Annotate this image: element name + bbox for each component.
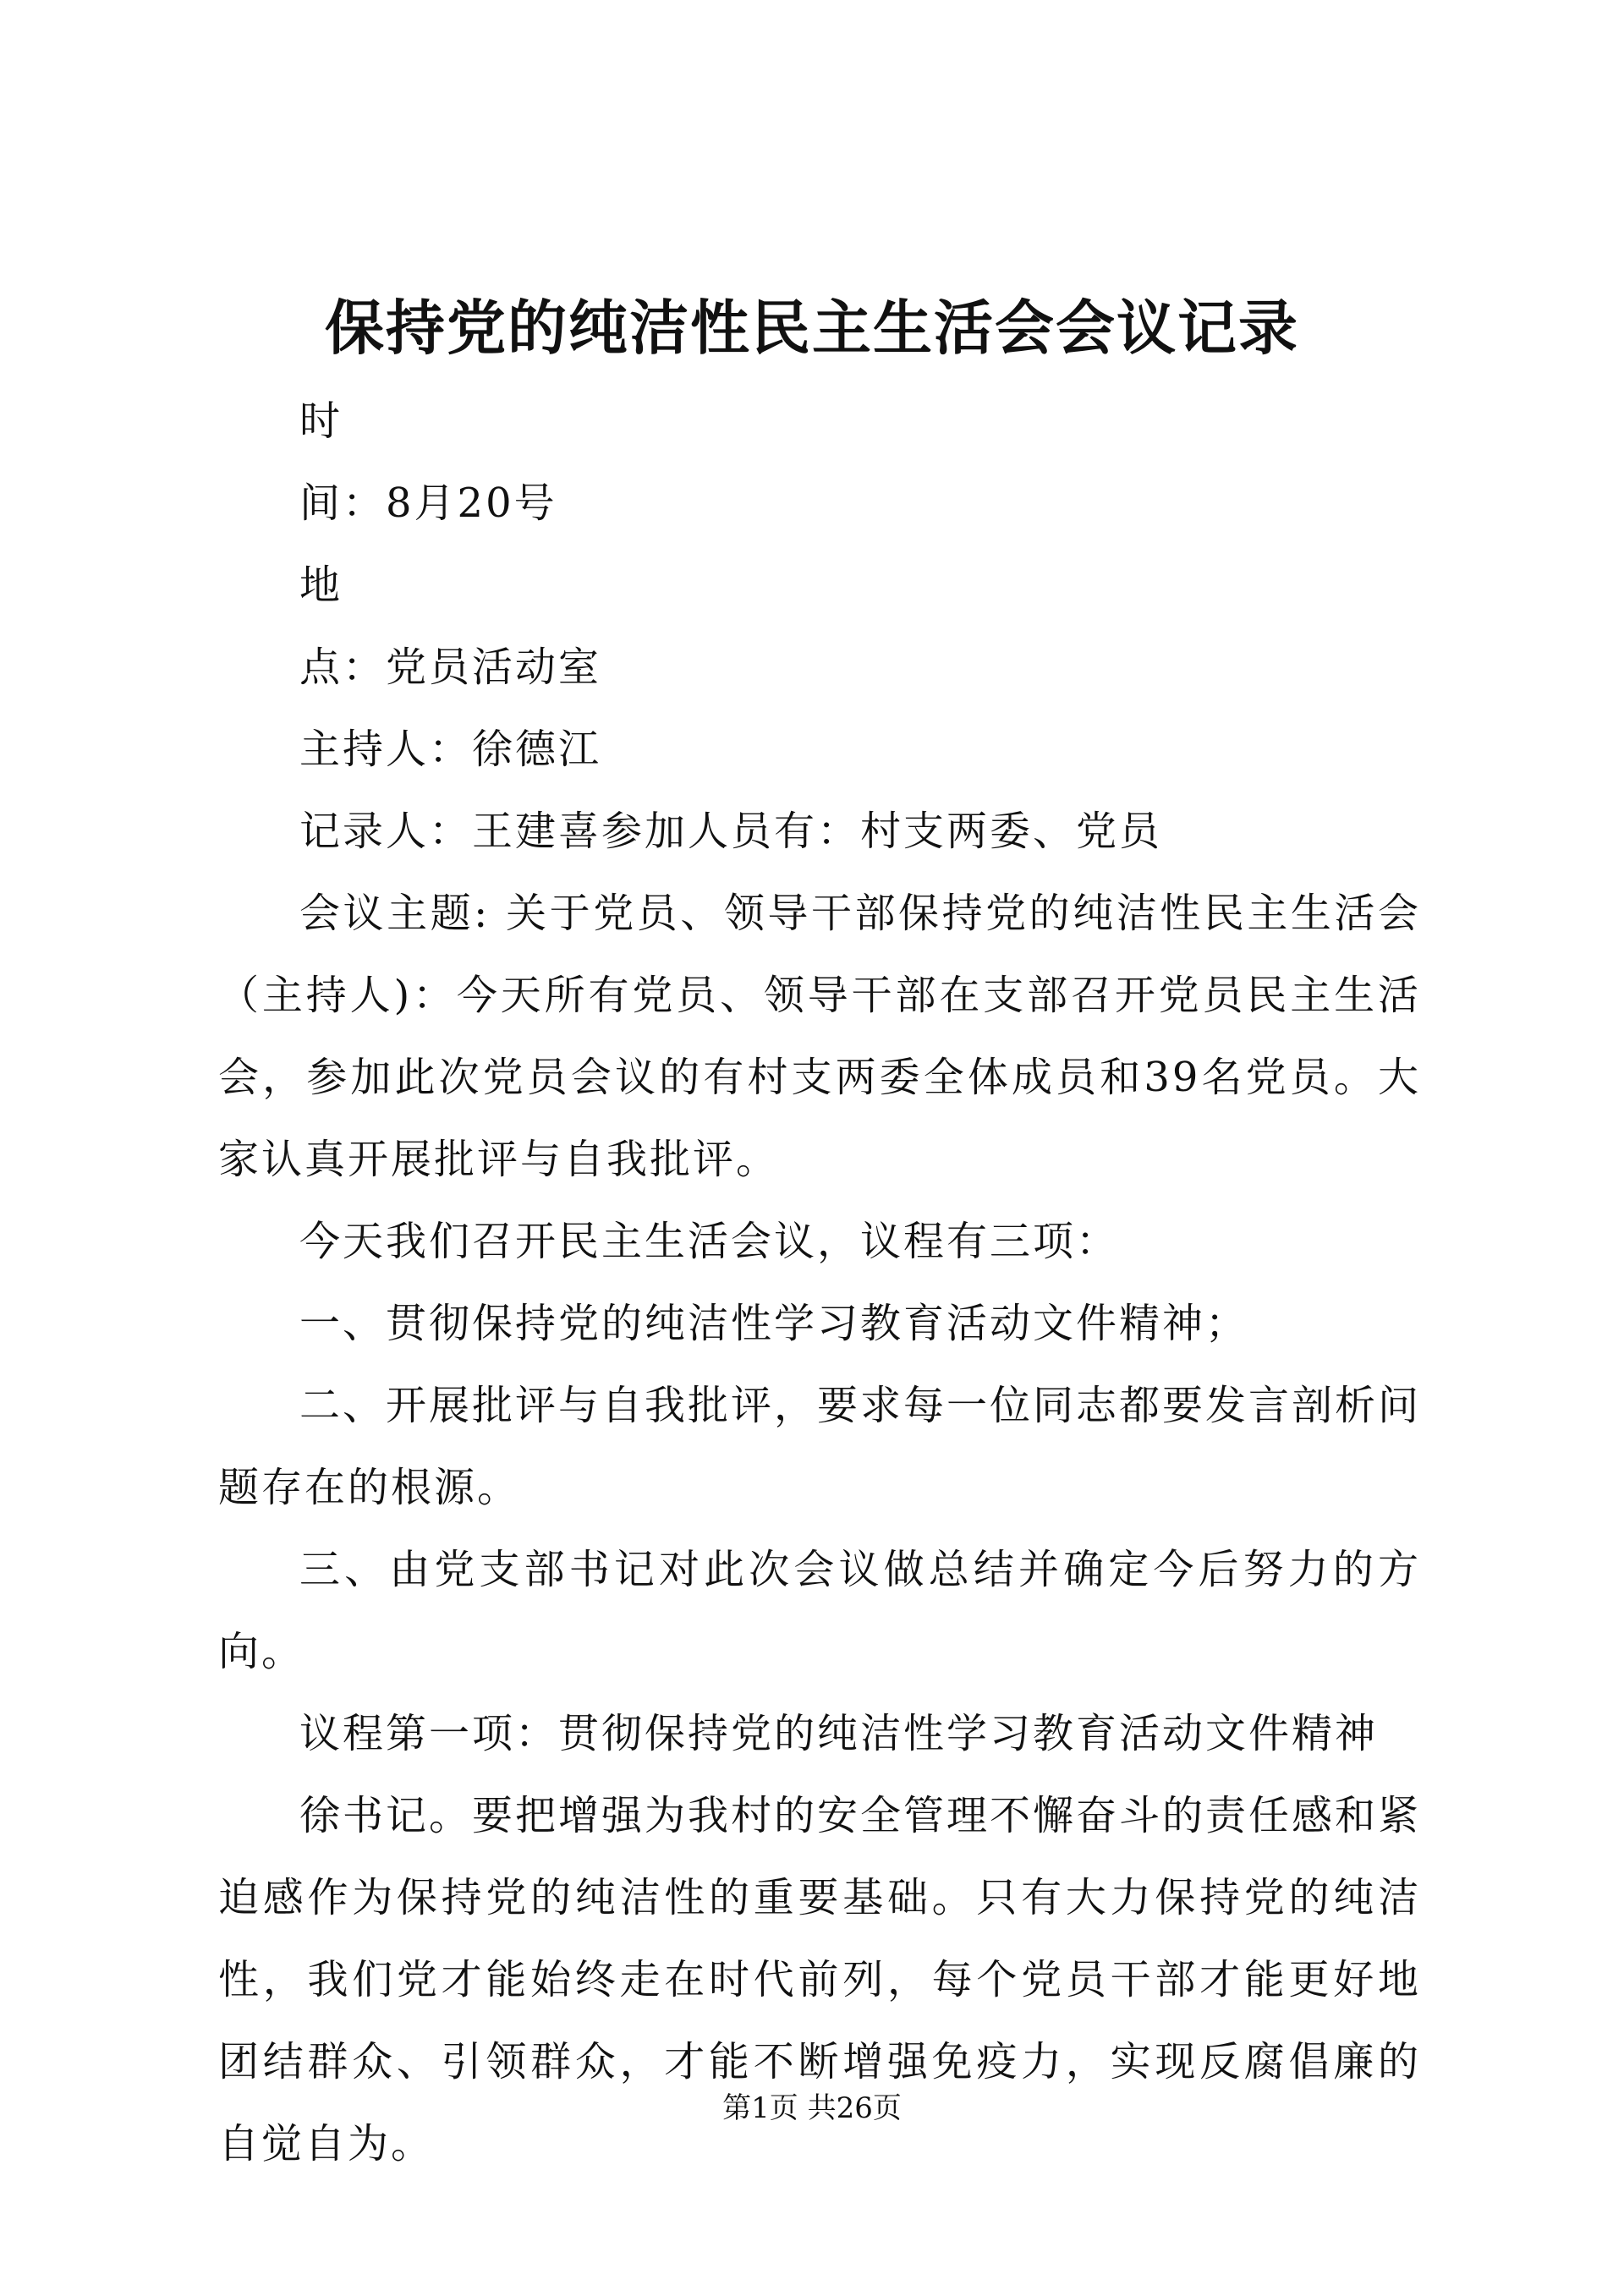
paragraph-agenda-item-3: 三、由党支部书记对此次会议做总结并确定今后努力的方向。 (218, 1546, 1421, 1675)
document-title: 保持党的纯洁性民主生活会会议记录 (325, 293, 1299, 363)
page-number-footer: 第1页 共26页 (722, 2091, 902, 2125)
paragraph-time-label: 时 (299, 397, 343, 445)
paragraph-agenda-item-1: 一、贯彻保持党的纯洁性学习教育活动文件精神； (299, 1300, 1249, 1347)
paragraph-place-value: 点：党员活动室 (299, 644, 602, 691)
paragraph-topic: 会议主题: 关于党员、领导干部保持党的纯洁性民主生活会（主持人)：今天所有党员、领导干部在支部召开党员民主生活会，参加此次党员会议的有村支两委全体成员和39名党员。大家认真开展批评与自我批评。 (218, 890, 1421, 1183)
paragraph-place-label: 地 (299, 562, 343, 609)
paragraph-secretary-speech: 徐书记。要把增强为我村的安全管理不懈奋斗的责任感和紧迫感作为保持党的纯洁性的重要基础。只有大力保持党的纯洁性，我们党才能始终走在时代前列，每个党员干部才能更好地团结群众、引领群众，才能不断增强免疫力，实现反腐倡廉的自觉自为。 (218, 1792, 1422, 2167)
paragraph-agenda-intro: 今天我们召开民主生活会议，议程有三项： (299, 1218, 1120, 1265)
paragraph-time-value: 间：8月20号 (299, 479, 557, 527)
document-body (218, 381, 1421, 2185)
paragraph-agenda-first: 议程第一项：贯彻保持党的纯洁性学习教育活动文件精神 (299, 1710, 1379, 1757)
paragraph-agenda-item-2: 二、开展批评与自我批评，要求每一位同志都要发言剖析问题存在的根源。 (218, 1382, 1422, 1511)
paragraph-recorder: 记录人：王建喜参加人员有：村支两委、党员 (299, 808, 1163, 855)
paragraph-host: 主持人：徐德江 (299, 726, 602, 773)
